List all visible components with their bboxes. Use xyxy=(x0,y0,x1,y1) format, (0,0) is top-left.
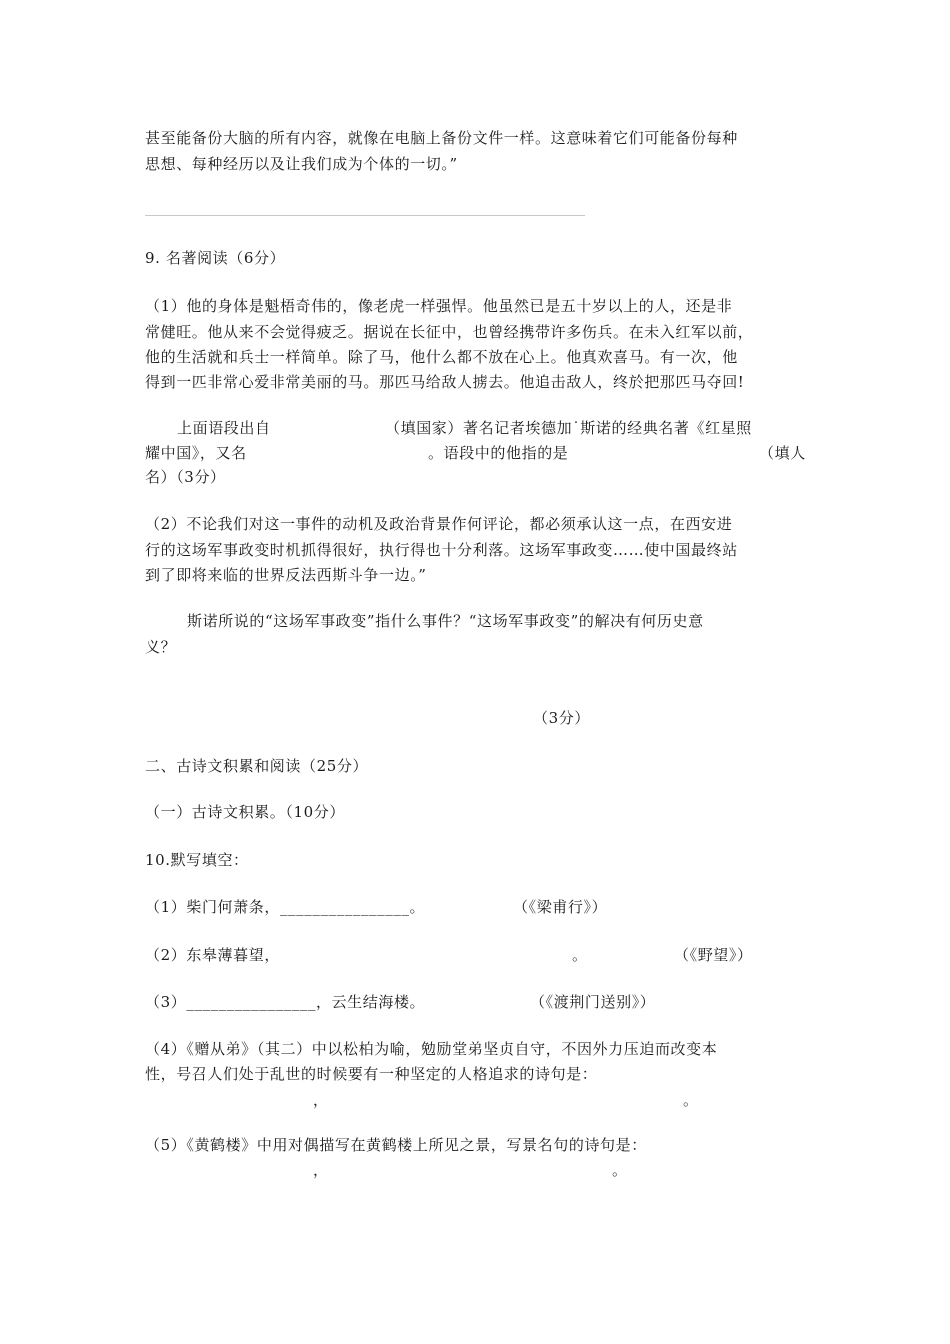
q10-item2-end: 。 xyxy=(572,946,588,964)
q10-item4-line1: （4）《赠从弟》（其二）中以松柏为喻，勉励堂弟坚贞自守，不因外力压迫而改变本 xyxy=(145,1040,718,1058)
q9-question-line: 义？ xyxy=(145,638,177,656)
q9-fill-e: （填人 xyxy=(759,444,806,462)
q9-fill-b: （填国家）著名记者埃德加˙斯诺的经典名著《红星照 xyxy=(385,419,752,437)
q9-passage1-line: （1）他的身体是魁梧奇伟的，像老虎一样强悍。他虽然已是五十岁以上的人，还是非 xyxy=(145,297,733,315)
q9-passage2-line: 到了即将来临的世界反法西斯斗争一边。” xyxy=(145,566,427,584)
q10-item4-line2: 性，号召人们处于乱世的时候要有一种坚定的人格追求的诗句是： xyxy=(145,1065,598,1083)
q9-question-line: 斯诺所说的“这场军事政变”指什么事件？“这场军事政变”的解决有何历史意 xyxy=(187,612,704,630)
q9-passage2-line: 行的这场军事政变时机抓得很好，执行得也十分利落。这场军事政变……使中国最终站 xyxy=(145,541,738,559)
q10-item1-source: （《梁甫行》） xyxy=(513,898,608,916)
q10-item4-end: 。 xyxy=(683,1091,699,1109)
section2-title: 二、古诗文积累和阅读（25分） xyxy=(145,757,369,775)
q9-passage2-line: （2）不论我们对这一事件的动机及政治背景作何评论，都必须承认这一点，在西安进 xyxy=(145,515,733,533)
q9-score: （3分） xyxy=(533,709,590,727)
q9-fill-a: 上面语段出自 xyxy=(177,419,271,437)
q10-item5-end: 。 xyxy=(612,1161,628,1179)
intro-line-1: 甚至能备份大脑的所有内容，就像在电脑上备份文件一样。这意味着它们可能备份每种 xyxy=(145,129,738,147)
separator-line xyxy=(145,215,585,216)
section2-subtitle: （一）古诗文积累。（10分） xyxy=(145,803,345,821)
q10-item1: （1）柴门何萧条，________________。 xyxy=(145,898,426,916)
q10-item3-source: （《渡荆门送别》） xyxy=(530,993,656,1011)
q10-item5-line1: （5）《黄鹤楼》中用对偶描写在黄鹤楼上所见之景，写景名句的诗句是： xyxy=(145,1136,647,1154)
q9-fill-f: 名）（3分） xyxy=(145,468,226,486)
q9-passage1-line: 他的生活就和兵士一样简单。除了马，他什么都不放在心上。他真欢喜马。有一次，他 xyxy=(145,348,738,366)
q9-passage1-line: 得到一匹非常心爱非常美丽的马。那匹马给敌人掳去。他追击敌人，终於把那匹马夺回! xyxy=(145,373,745,391)
q10-item5-comma: ， xyxy=(313,1161,329,1179)
intro-line-2: 思想、每种经历以及让我们成为个体的一切。” xyxy=(145,155,458,173)
q9-fill-c: 耀中国》，又名 xyxy=(145,444,247,462)
q9-fill-d: 。语段中的他指的是 xyxy=(428,444,569,462)
q10-item2-source: （《野望》） xyxy=(674,946,753,964)
q9-title: 9. 名著阅读（6分） xyxy=(145,249,286,267)
q10-item4-comma: ， xyxy=(313,1091,329,1109)
q10-item3: （3）________________，云生结海楼。 xyxy=(145,993,426,1011)
q10-title: 10.默写填空： xyxy=(145,851,249,869)
q9-passage1-line: 常健旺。他从来不会觉得疲乏。据说在长征中，也曾经携带许多伤兵。在未入红军以前， xyxy=(145,323,754,341)
q10-item2: （2）东皋薄暮望， xyxy=(145,946,280,964)
